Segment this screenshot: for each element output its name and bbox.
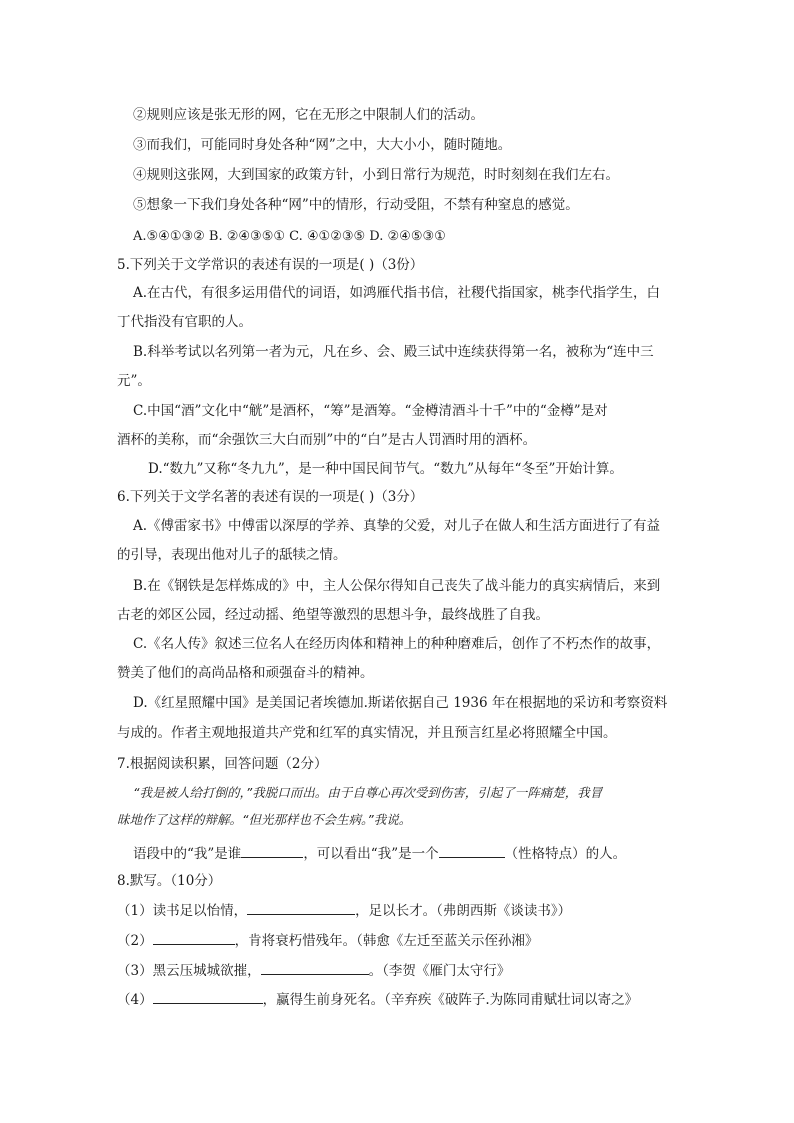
q8-blank-2[interactable]	[153, 930, 235, 945]
q5-stem: 5.下列关于文学常识的表述有误的一项是( )（3份）	[117, 257, 424, 273]
q7-stem: 7.根据阅读积累，回答问题（2分）	[117, 756, 328, 772]
q7-answer-blank-1[interactable]	[241, 843, 303, 858]
q8-line-4	[117, 989, 638, 1009]
q5-option-b: B.科举考试以名列第一者为元，凡在乡、会、殿三试中连续获得第一名，被称为“连中三	[133, 344, 654, 360]
q4-sentence-4: ④规则这张网，大到国家的政策方针，小到日常行为规范，时时刻刻在我们左右。	[133, 167, 619, 183]
q8-blank-4[interactable]	[153, 989, 263, 1004]
q4-sentence-2: ②规则应该是张无形的网，它在无形之中限制人们的活动。	[133, 107, 484, 123]
q8-line-2-prefix: （2）	[117, 933, 153, 949]
q8-line-2-suffix: ，肯将衰朽惜残年。（韩愈《左迁至蓝关示侄孙湘》	[234, 933, 539, 949]
q6-stem: 6.下列关于文学名著的表述有误的一项是( )（3分）	[117, 489, 424, 505]
q8-line-4-suffix: ，赢得生前身死名。（辛弃疾《破阵子.为陈同甫赋壮词以寄之》	[262, 992, 639, 1008]
q7-question-part-2: ，可以看出“我”是一个	[303, 846, 439, 862]
q6-option-b: B.在《钢铁是怎样炼成的》中，主人公保尔得知自己丧失了战斗能力的真实病情后，来到	[133, 578, 661, 594]
q5-option-d: D.“数九”又称“冬九九”，是一种中国民间节气。“数九”从每年“冬至”开始计算。	[148, 461, 623, 477]
q8-line-4-prefix: （4）	[117, 992, 153, 1008]
q7-question-part-3: （性格特点）的人。	[504, 846, 627, 862]
q4-options: A.⑤④①③② B. ②④③⑤① C. ④①②③⑤ D. ②④⑤③①	[133, 229, 446, 244]
q8-line-3	[117, 960, 510, 980]
q6-option-a: A.《傅雷家书》中傅雷以深厚的学养、真挚的父爱，对儿子在做人和生活方面进行了有益	[133, 518, 661, 534]
q6-option-c-cont: 赞美了他们的高尚品格和顽强奋斗的精神。	[117, 665, 374, 681]
q8-line-3-suffix: 。（李贺《雁门太守行》	[368, 963, 511, 979]
q8-blank-3[interactable]	[261, 960, 369, 975]
q6-option-c: C.《名人传》叙述三位名人在经历肉体和精神上的种种磨难后，创作了不朽杰作的故事，	[133, 636, 661, 652]
q8-blank-1[interactable]	[247, 900, 355, 915]
q5-option-c: C.中国“酒”文化中“觥”是酒杯，“筹”是酒筹。“金樽清酒斗十千”中的“金樽”是对	[133, 403, 608, 419]
q4-sentence-5: ⑤想象一下我们身处各种“网”中的情形，行动受阻，不禁有种窒息的感觉。	[133, 197, 579, 213]
q4-sentence-3: ③而我们，可能同时身处各种“网”之中，大大小小，随时随地。	[133, 137, 512, 153]
q8-line-1-suffix: ，足以长才。（弗朗西斯《谈读书》）	[355, 903, 572, 919]
q5-option-b-cont: 元”。	[117, 373, 151, 389]
q8-line-1	[117, 900, 571, 920]
q8-line-3-prefix: （3）黑云压城城欲摧，	[117, 963, 261, 979]
q7-quote-line-1: “我是被人给打倒的，”我脱口而出。由于自尊心再次受到伤害，引起了一阵痛楚，我冒	[133, 785, 603, 800]
q7-question	[133, 843, 626, 863]
q5-option-c-cont: 酒杯的美称，而“余强饮三大白而别”中的“白”是古人罚酒时用的酒杯。	[117, 432, 537, 448]
q6-option-d-cont: 与成的。作者主观地报道共产党和红军的真实情况，并且预言红星必将照耀全中国。	[117, 725, 617, 741]
q6-option-b-cont: 古老的郊区公园，经过动摇、绝望等激烈的思想斗争，最终战胜了自我。	[117, 607, 549, 623]
q6-option-a-cont: 的引导，表现出他对儿子的舐犊之情。	[117, 547, 347, 563]
q8-stem: 8.默写。（10分）	[117, 873, 222, 889]
q8-line-1-prefix: （1）读书足以怡情，	[117, 903, 248, 919]
q6-option-d: D.《红星照耀中国》是美国记者埃德加.斯诺依据自己 1936 年在根据地的采访和考察资料	[133, 695, 668, 711]
q5-option-a-cont: 丁代指没有官职的人。	[117, 314, 252, 330]
q7-answer-blank-2[interactable]	[439, 843, 505, 858]
q8-line-2	[117, 930, 538, 950]
q7-quote-line-2: 昧地作了这样的辩解。“但光那样也不会生病。”我说。	[117, 812, 412, 827]
q7-question-part-1: 语段中的“我”是谁	[133, 846, 242, 862]
q5-option-a: A.在古代，有很多运用借代的词语，如鸿雁代指书信，社稷代指国家，桃李代指学生，白	[133, 285, 661, 301]
